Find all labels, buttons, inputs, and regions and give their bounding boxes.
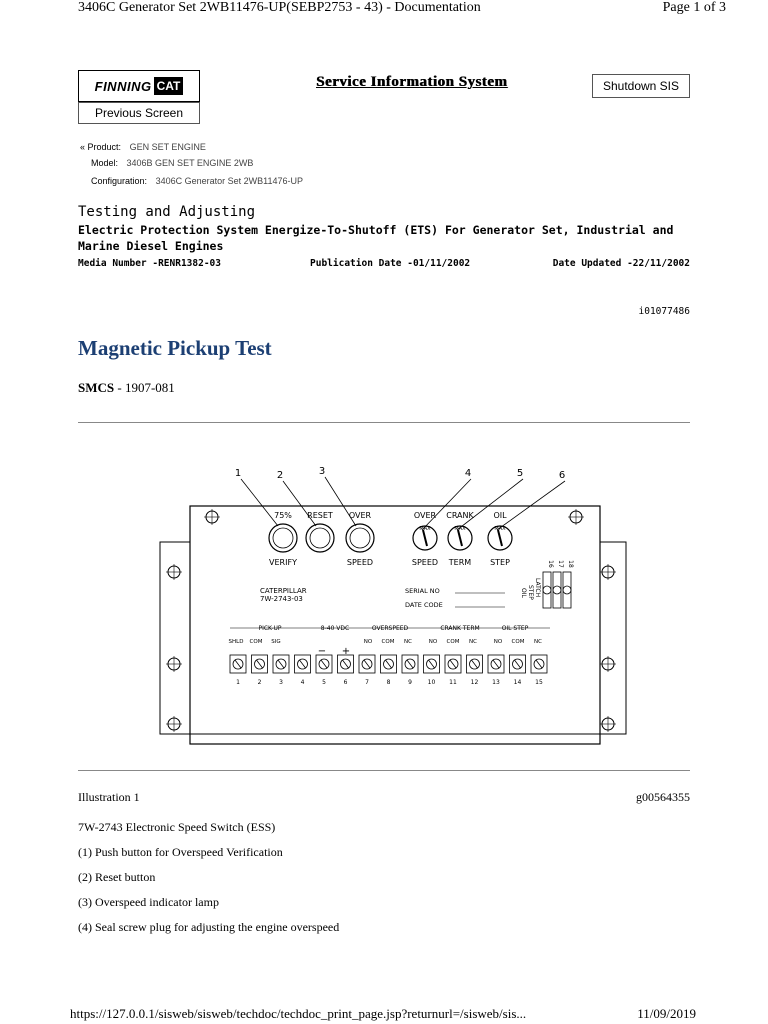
callout-number-1: 1 — [234, 468, 242, 479]
control-button-inner-2 — [310, 528, 330, 548]
terminal-sub-label-2: COM — [249, 639, 263, 645]
document-title: Electric Protection System Energize-To-Shutoff (ETS) For Generator Set, Industrial and Marine Diesel Engines — [78, 223, 674, 253]
terminal-screw-slot-5 — [321, 660, 327, 668]
callout-number-6: 6 — [558, 470, 566, 481]
footer-date: 11/09/2019 — [637, 1006, 696, 1021]
serial-label: SERIAL NO — [405, 587, 440, 595]
terminal-screw-slot-10 — [429, 660, 435, 668]
callout-number-2: 2 — [276, 470, 284, 481]
control-top-label-5: CRANK — [446, 511, 474, 520]
legend-item-3: (3) Overspeed indicator lamp — [78, 895, 219, 909]
control-top-label-6: OIL — [493, 511, 507, 520]
latch-terminal-screw-1 — [543, 586, 551, 594]
terminal-number-7: 7 — [365, 679, 369, 686]
page-number: Page 1 of 3 — [662, 0, 726, 15]
illustration-label: Illustration 1 — [78, 790, 140, 804]
terminal-number-11: 11 — [449, 679, 457, 686]
latch-terminal-number-18: 18 — [567, 560, 574, 568]
terminal-sub-label-6: NC — [404, 639, 412, 645]
control-bottom-label-4: TERM — [448, 558, 472, 567]
terminal-strip — [229, 560, 574, 686]
control-button-inner-1 — [273, 528, 293, 548]
logo-cat-text: CAT — [154, 77, 184, 95]
control-bottom-label-5: STEP — [490, 558, 510, 567]
terminal-number-9: 9 — [408, 679, 412, 686]
terminal-sub-label-10: NO — [493, 639, 503, 645]
page-header-title: 3406C Generator Set 2WB11476-UP(SEBP2753 - 43) - Documentation — [78, 0, 481, 15]
terminal-number-10: 10 — [427, 679, 436, 686]
product-value: GEN SET ENGINE — [129, 142, 206, 152]
callout-leader-4 — [422, 479, 471, 530]
terminal-number-12: 12 — [470, 679, 479, 686]
terminal-screw-slot-8 — [386, 660, 392, 668]
callout-number-4: 4 — [464, 468, 472, 479]
terminal-screw-slot-13 — [493, 660, 499, 668]
terminal-screw-slot-9 — [407, 660, 413, 668]
divider-top — [78, 422, 690, 423]
terminal-number-5: 5 — [322, 679, 326, 686]
callout-leader-5 — [457, 479, 523, 530]
terminal-group-label-4: CRANK TERM — [440, 625, 480, 632]
latch-terminal-screw-2 — [553, 586, 561, 594]
speed-switch-diagram — [150, 460, 630, 760]
terminal-sub-label-1: SHLD — [228, 639, 244, 645]
document-reference-id: i01077486 — [638, 306, 690, 317]
terminal-sub-label-8: COM — [446, 639, 460, 645]
meta-configuration — [91, 176, 303, 186]
terminal-number-6: 6 — [343, 679, 348, 686]
oil-latch-label-1: OIL — [520, 588, 527, 598]
control-button-inner-3 — [350, 528, 370, 548]
terminal-number-8: 8 — [386, 679, 391, 686]
meta-model — [91, 158, 253, 168]
terminal-number-3: 3 — [279, 679, 283, 686]
controls-group — [269, 511, 512, 567]
terminal-number-14: 14 — [513, 679, 522, 686]
terminal-screw-slot-14 — [515, 660, 521, 668]
terminal-group-label-3: OVERSPEED — [371, 625, 409, 632]
product-label: Product: — [87, 142, 122, 152]
finning-cat-logo — [78, 70, 200, 102]
latch-terminal-body-1 — [543, 572, 551, 608]
control-bottom-label-2: SPEED — [346, 558, 374, 567]
terminal-polarity-2: + — [341, 646, 351, 657]
part-number-label: 7W-2743-03 — [260, 595, 303, 603]
terminal-sub-label-9: NC — [469, 639, 477, 645]
date-code-label: DATE CODE — [405, 601, 443, 609]
legend-item-2: (2) Reset button — [78, 870, 156, 884]
maker-label: CATERPILLAR — [260, 587, 307, 595]
footer-url: https://127.0.0.1/sisweb/sisweb/techdoc/techdoc_print_page.jsp?returnurl=/sisweb/sis... — [70, 1006, 527, 1021]
terminal-screw-slot-4 — [300, 660, 306, 668]
callout-leader-1 — [241, 479, 278, 526]
smcs-code — [78, 380, 175, 396]
control-top-label-2: RESET — [307, 511, 333, 520]
configuration-label: Configuration: — [91, 176, 148, 186]
terminal-group-label-1: PICK-UP — [258, 625, 282, 632]
control-bottom-label-3: SPEED — [411, 558, 439, 567]
terminal-sub-label-5: COM — [381, 639, 395, 645]
latch-terminal-number-17: 17 — [557, 560, 564, 568]
callout-number-5: 5 — [516, 468, 524, 479]
main-title: Magnetic Pickup Test — [78, 336, 272, 360]
terminal-polarity-1: − — [317, 646, 327, 657]
terminal-group-label-2: 8-40 VDC — [320, 625, 350, 632]
terminal-screw-slot-2 — [257, 660, 263, 668]
oil-latch-label-3: LATCH — [534, 578, 541, 598]
adjust-knob-slot-2 — [458, 530, 462, 546]
smcs-label: SMCS — [78, 380, 115, 395]
terminal-sub-label-12: NC — [534, 639, 542, 645]
smcs-value: - 1907-081 — [114, 380, 175, 395]
configuration-value: 3406C Generator Set 2WB11476-UP — [155, 176, 303, 186]
callout-number-3: 3 — [318, 466, 326, 477]
terminal-screw-slot-7 — [364, 660, 370, 668]
section-title: Testing and Adjusting — [78, 204, 256, 220]
meta-product — [80, 142, 206, 152]
sis-title: Service Information System — [316, 74, 508, 90]
model-label: Model: — [91, 158, 119, 168]
model-value: 3406B GEN SET ENGINE 2WB — [126, 158, 254, 168]
illustration-id: g00564355 — [636, 790, 690, 804]
latch-terminal-screw-3 — [563, 586, 571, 594]
terminal-screw-slot-15 — [536, 660, 542, 668]
terminal-screw-slot-12 — [472, 660, 478, 668]
oil-latch-label-2: STEP — [527, 585, 534, 600]
adjust-knob-slot-3 — [498, 530, 502, 546]
date-updated: Date Updated -22/11/2002 — [552, 258, 690, 269]
latch-terminal-body-3 — [563, 572, 571, 608]
terminal-number-1: 1 — [236, 679, 240, 686]
legend-item-1: (1) Push button for Overspeed Verification — [78, 845, 283, 859]
latch-terminal-body-2 — [553, 572, 561, 608]
control-bottom-label-1: VERIFY — [269, 558, 297, 567]
previous-screen-button[interactable]: Previous Screen — [78, 102, 200, 124]
mounting-holes — [166, 509, 616, 732]
mounting-plate-outline — [160, 506, 626, 734]
back-arrow-icon[interactable]: « — [80, 142, 86, 152]
terminal-number-4: 4 — [300, 679, 305, 686]
terminal-sub-label-11: COM — [511, 639, 525, 645]
terminal-sub-label-7: NO — [428, 639, 438, 645]
media-number: Media Number -RENR1382-03 — [78, 258, 221, 269]
illustration-caption: 7W-2743 Electronic Speed Switch (ESS) — [78, 820, 276, 834]
divider-bottom — [78, 770, 690, 771]
control-top-label-1: 75% — [274, 511, 292, 520]
callouts-group — [235, 466, 565, 530]
adjust-knob-max-label-2: MAX — [454, 526, 466, 532]
legend-item-4: (4) Seal screw plug for adjusting the engine overspeed — [78, 920, 340, 934]
terminal-screw-slot-3 — [278, 660, 284, 668]
terminal-screw-slot-1 — [235, 660, 241, 668]
terminal-number-2: 2 — [257, 679, 262, 686]
terminal-number-13: 13 — [492, 679, 500, 686]
adjust-knob-slot-1 — [423, 530, 427, 546]
publication-date: Publication Date -01/11/2002 — [310, 258, 471, 269]
control-top-label-3: OVER — [348, 511, 372, 520]
adjust-knob-max-label-1: MAX — [419, 526, 431, 532]
terminal-number-15: 15 — [535, 679, 543, 686]
control-top-label-4: OVER — [413, 511, 437, 520]
latch-terminal-number-16: 16 — [547, 560, 554, 568]
terminal-sub-label-4: NO — [363, 639, 373, 645]
adjust-knob-max-label-3: MAX — [494, 526, 506, 532]
terminal-sub-label-3: SIG — [271, 639, 281, 645]
shutdown-sis-button[interactable]: Shutdown SIS — [592, 74, 690, 98]
logo-finning-text: FINNING — [94, 78, 152, 94]
terminal-screw-slot-6 — [343, 660, 349, 668]
terminal-group-label-5: OIL STEP — [501, 625, 529, 632]
terminal-screw-slot-11 — [450, 660, 456, 668]
